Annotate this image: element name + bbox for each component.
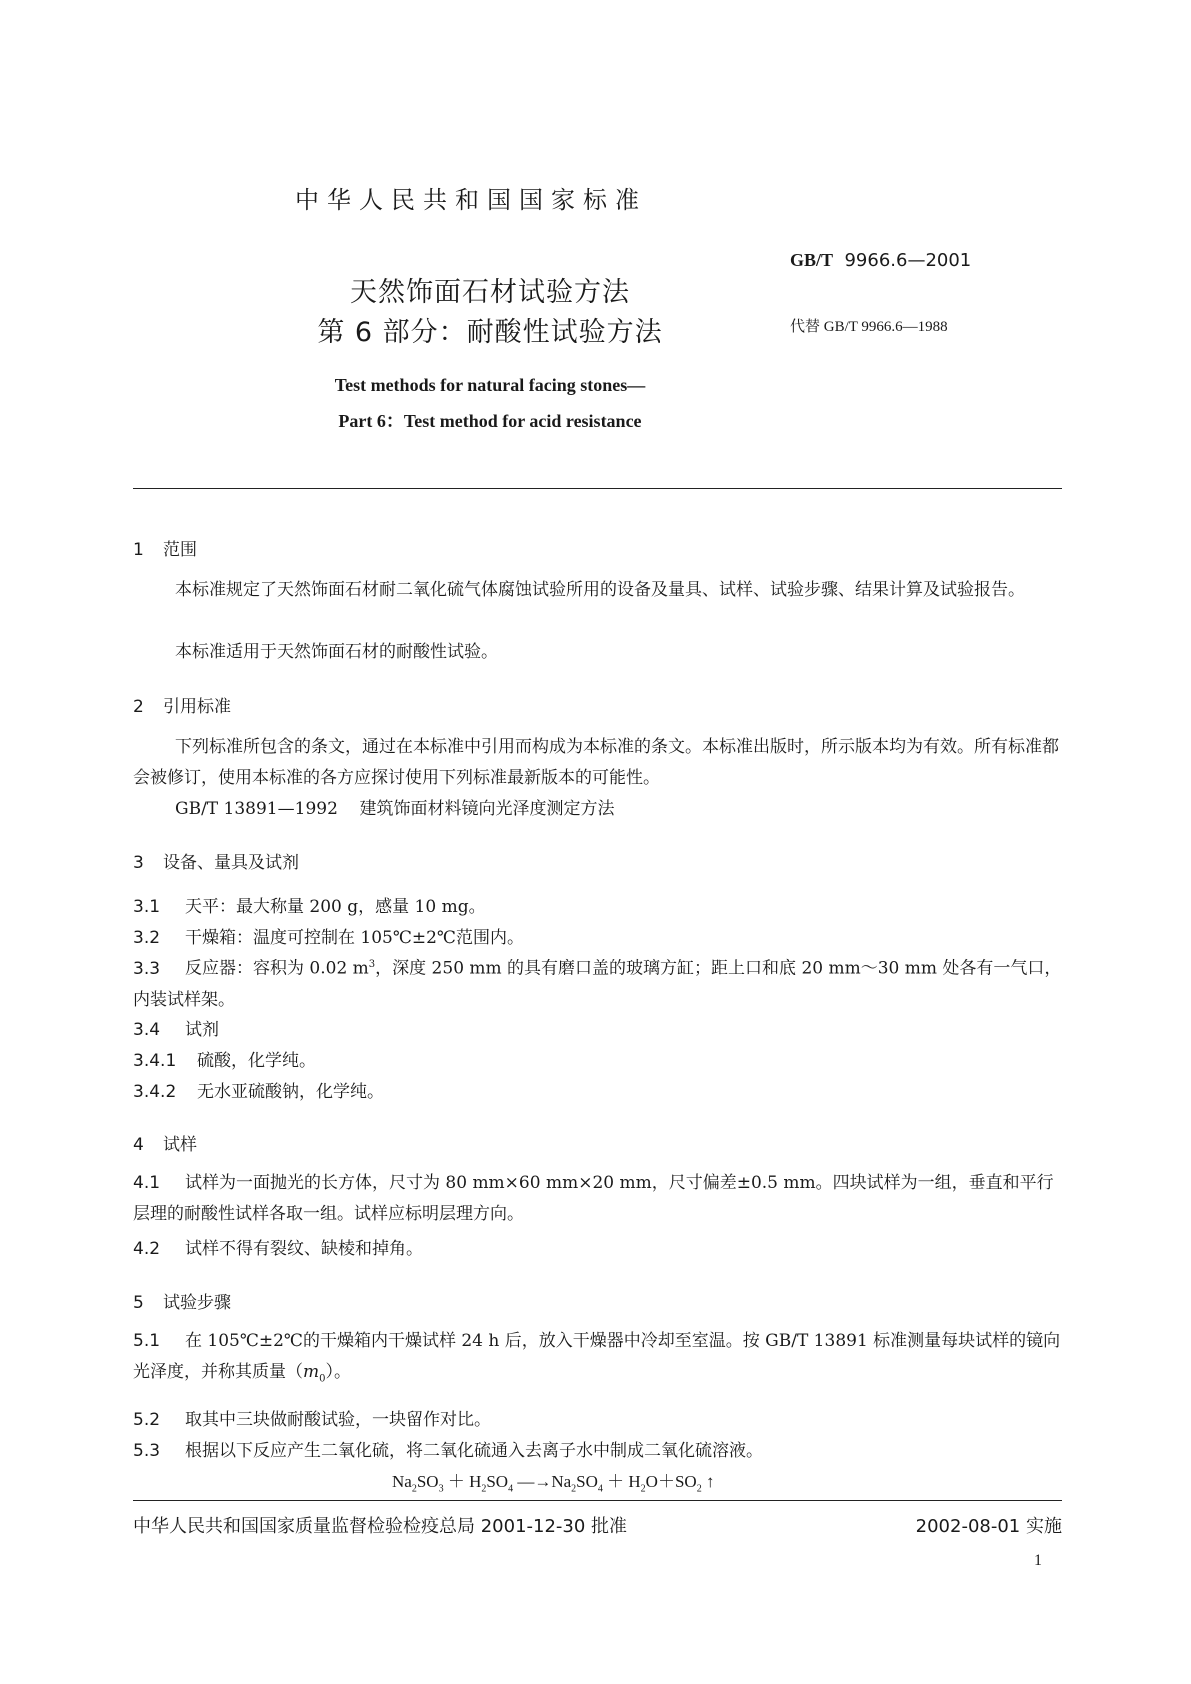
clause-3-4: 3.4 试剂 [133,1020,219,1040]
section-2-heading: 2 引用标准 [133,697,231,717]
footer-divider [133,1500,1062,1501]
national-standard-heading: 中华人民共和国国家标准 [295,186,647,214]
clause-4-2: 4.2 试样不得有裂纹、缺棱和掉角。 [133,1239,423,1259]
section-1-paragraph-1: 本标准规定了天然饰面石材耐二氧化硫气体腐蚀试验所用的设备及量具、试样、试验步骤、结果计算及试验报告。 [175,580,1025,600]
code-prefix: GB/T [790,250,834,270]
section-2-paragraph: 下列标准所包含的条文，通过在本标准中引用而构成为本标准的条文。本标准出版时，所示版本均为有效。所有标准都会被修订，使用本标准的各方应探讨使用下列标准最新版本的可能性。 [133,737,1059,788]
title-en-line1: Test methods for natural facing stones— [334,375,646,395]
clause-4-1: 4.1 试样为一面抛光的长方体，尺寸为 80 mm×60 mm×20 mm，尺寸偏差±0.5 mm。四块试样为一组，垂直和平行层理的耐酸性试样各取一组。试样应标明层理方向。 [133,1173,1054,1224]
header-divider [133,488,1062,489]
clause-3-1: 3.1 天平：最大称量 200 g，感量 10 mg。 [133,897,486,917]
clause-5-3: 5.3 根据以下反应产生二氧化硫，将二氧化硫通入去离子水中制成二氧化硫溶液。 [133,1441,763,1461]
gas-up-arrow-icon: ↑ [705,1472,715,1491]
clause-3-4-1: 3.4.1 硫酸，化学纯。 [133,1051,316,1071]
title-en-line2: Part 6：Test method for acid resistance [338,411,642,431]
title-cn-line1: 天然饰面石材试验方法 [350,277,630,308]
clause-3-2: 3.2 干燥箱：温度可控制在 105℃±2℃范围内。 [133,928,524,948]
section-3-heading: 3 设备、量具及试剂 [133,853,299,873]
standard-code [790,250,971,271]
section-1-heading: 1 范围 [133,540,197,560]
replaces-note: 代替 GB/T 9966.6—1988 [790,319,948,335]
approval-line: 中华人民共和国国家质量监督检验检疫总局 2001-12-30 批准 [133,1516,628,1537]
normative-reference [133,794,1104,825]
clause-3-3: 3.3 反应器：容积为 0.02 $m^3$，深度 250 mm 的具有磨口盖的玻璃方缸；距上口和底 20 mm～30 mm 处各有一气口，内装试样架。 [133,958,1062,1010]
clause-5-2: 5.2 取其中三块做耐酸试验，一块留作对比。 [133,1410,491,1430]
section-4-heading: 4 试样 [133,1135,197,1155]
page-number: 1 [1034,1552,1042,1569]
reference-code: GB/T 13891—1992 [175,799,338,819]
effective-date: 2002-08-01 实施 [915,1516,1062,1537]
clause-5-1: 5.1 在 105℃±2℃的干燥箱内干燥试样 24 h 后，放入干燥器中冷却至室温。按 GB/T 13891 标准测量每块试样的镜向光泽度，并称其质量$(m_0)$。 [133,1331,1061,1385]
code-number: 9966.6—2001 [844,250,972,271]
section-5-heading: 5 试验步骤 [133,1293,231,1313]
reference-title: 建筑饰面材料镜向光泽度测定方法 [359,799,615,819]
section-1-paragraph-2: 本标准适用于天然饰面石材的耐酸性试验。 [175,642,498,662]
clause-3-4-2: 3.4.2 无水亚硫酸钠，化学纯。 [133,1082,384,1102]
reaction-equation: $Na_2SO_3 + H_2SO_4$ $—\to Na_2SO_4 + H_2O+SO_2$ ↑ [392,1472,715,1495]
title-cn-line2: 第 6 部分：耐酸性试验方法 [317,317,663,348]
